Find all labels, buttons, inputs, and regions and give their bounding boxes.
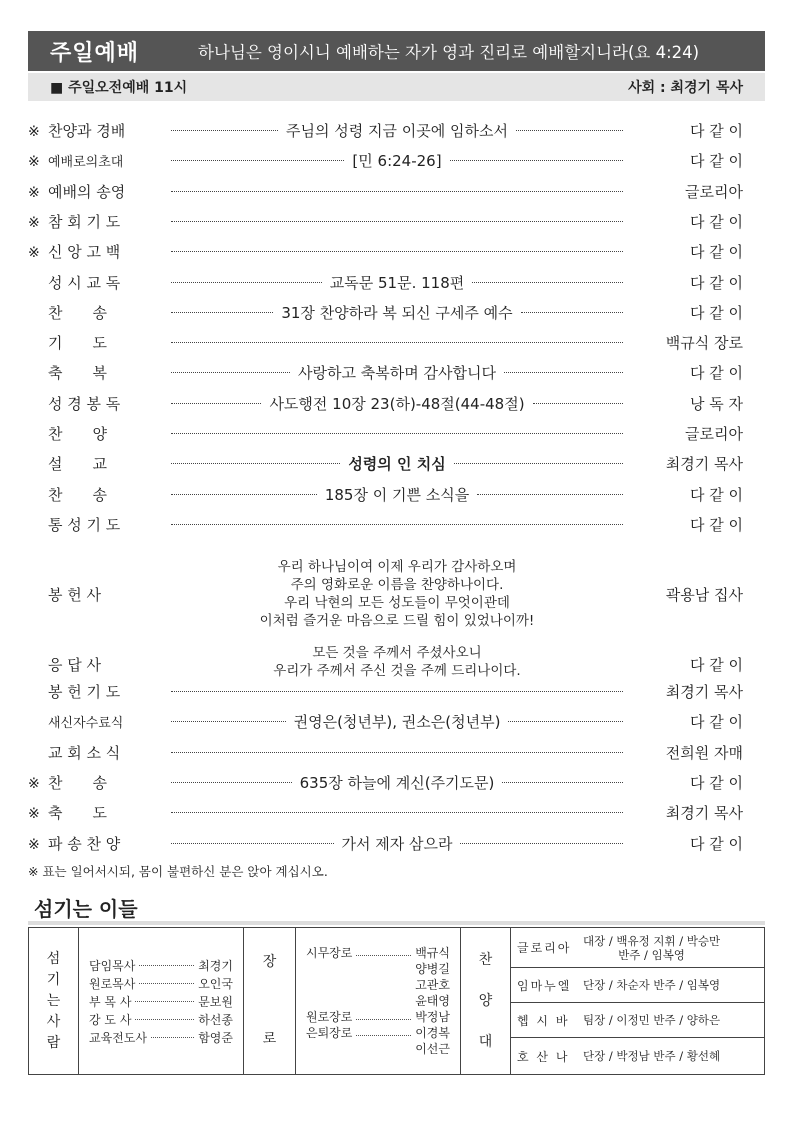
- item-leader-line: [171, 298, 623, 327]
- item-label: 새신자수료식: [48, 716, 124, 732]
- item-leader-line: [171, 116, 623, 145]
- item-label: ※ 찬 송: [28, 773, 107, 792]
- item-leader-line: [171, 707, 623, 736]
- item-leader: 최경기 목사: [665, 804, 743, 823]
- worship-item: [28, 480, 765, 509]
- item-leader: 다 같 이: [689, 773, 743, 792]
- choir-row: 글로리아 대장 / 백유정 지휘 / 박승만 반주 / 임복영: [511, 928, 764, 968]
- item-leader: 다 같 이: [689, 834, 743, 853]
- elders-label: 장 로: [244, 928, 296, 1075]
- worship-item: [28, 358, 765, 387]
- item-label: ※ 파 송 찬 양: [28, 834, 121, 853]
- item-leader: 다 같 이: [689, 485, 743, 504]
- item-leader-line: [171, 237, 623, 266]
- servers-table: [28, 927, 765, 1075]
- worship-item: [28, 268, 765, 297]
- item-leader: 낭 독 자: [689, 394, 743, 413]
- item-leader: 최경기 목사: [665, 683, 743, 701]
- item-label: 성 경 봉 독: [48, 394, 121, 413]
- item-leader-line: [171, 177, 623, 206]
- item-leader-line: [171, 146, 623, 175]
- choir-row: 호 산 나 단장 / 박정남 반주 / 황선혜: [517, 1049, 721, 1064]
- item-label: 성 시 교 독: [48, 273, 121, 292]
- standing-mark: ※: [28, 836, 40, 853]
- item-leader-line: [171, 798, 623, 827]
- item-leader-line: [171, 768, 623, 797]
- worship-item: [28, 177, 765, 206]
- item-content: 교독문 51문. 118편: [329, 273, 465, 292]
- item-leader-line: [171, 829, 623, 858]
- item-label: 봉 헌 기 도: [48, 683, 121, 701]
- item-leader: 전희원 자매: [665, 743, 743, 762]
- item-leader: 다 같 이: [689, 152, 743, 171]
- staff-list: [79, 928, 244, 1075]
- standing-mark: ※: [28, 214, 40, 231]
- worship-item: [28, 237, 765, 266]
- item-label: ※ 예배로의초대: [28, 154, 124, 171]
- worship-item: [28, 677, 765, 706]
- item-leader: 다 같 이: [689, 303, 743, 322]
- item-label: 찬 송: [48, 303, 107, 322]
- staff-row: 강 도 사 하선종: [89, 1012, 233, 1027]
- choir-row: 임마누엘 단장 / 차순자 반주 / 임복영: [511, 968, 764, 1003]
- item-leader: 다 같 이: [689, 515, 743, 534]
- item-leader-line: [171, 738, 623, 767]
- worship-item: [28, 738, 765, 767]
- servers-label: 섬 기 는 사 람: [29, 928, 79, 1075]
- standing-note: ※ 표는 일어서시되, 몸이 불편하신 분은 앉아 계십시오.: [28, 864, 328, 879]
- worship-item: [28, 798, 765, 827]
- item-content: [민 6:24-26]: [352, 152, 442, 171]
- worship-item: [28, 449, 765, 478]
- worship-title: 주일예배: [50, 40, 140, 66]
- item-leader-line: [171, 480, 623, 509]
- item-label: ※ 신 앙 고 백: [28, 243, 121, 262]
- item-content: 635장 하늘에 계신(주기도문): [299, 773, 495, 792]
- prayer-text: 우리 하나님이여 이제 우리가 감사하오며 주의 영화로운 이름을 찬양하나이다. 우리 낙현의 모든 성도들이 무엇이관데 이처럼 즐거운 마음으로 드릴 힘이 있었나이까!: [259, 559, 535, 629]
- service-time: ■ 주일오전예배 11시: [50, 80, 188, 96]
- choir-row: 헵 시 바 팀장 / 이정민 반주 / 양하은: [511, 1003, 764, 1038]
- item-leader-line: [171, 449, 623, 478]
- item-leader-line: [171, 268, 623, 297]
- staff-row: 원로목사 오인국: [89, 976, 233, 991]
- worship-item: [28, 328, 765, 357]
- worship-item: [28, 146, 765, 175]
- item-label: 설 교: [48, 455, 107, 474]
- item-leader: 글로리아: [685, 425, 743, 443]
- item-leader: 최경기 목사: [665, 455, 743, 474]
- item-content: 주님의 성령 지금 이곳에 임하소서: [286, 122, 508, 140]
- item-label: 찬 송: [48, 485, 107, 504]
- standing-mark: ※: [28, 806, 40, 823]
- item-leader-line: [171, 419, 623, 448]
- item-leader: 다 같 이: [689, 212, 743, 231]
- item-leader: 다 같 이: [689, 273, 743, 292]
- choir-label: 찬 양 대: [461, 928, 511, 1075]
- item-label: 기 도: [48, 334, 107, 353]
- standing-mark: ※: [28, 775, 40, 792]
- item-content: 185장 이 기쁜 소식을: [324, 485, 470, 504]
- item-label: 찬 양: [48, 425, 107, 443]
- staff-row: 교육전도사 함영준: [89, 1030, 233, 1045]
- standing-mark: ※: [28, 245, 40, 262]
- item-label: ※ 예배의 송영: [28, 182, 126, 201]
- staff-row: 부 목 사 문보원: [89, 994, 233, 1009]
- worship-header: [28, 31, 765, 71]
- worship-item: [28, 419, 765, 448]
- worship-item: [28, 207, 765, 236]
- worship-item: [28, 116, 765, 145]
- worship-item: [28, 389, 765, 418]
- header-verse: 하나님은 영이시니 예배하는 자가 영과 진리로 예배할지니라(요 4:24): [198, 43, 700, 62]
- item-label: ※ 참 회 기 도: [28, 212, 121, 231]
- item-leader: 다 같 이: [689, 656, 743, 674]
- item-leader: 백규식 장로: [665, 334, 743, 353]
- item-leader-line: [171, 677, 623, 706]
- worship-item: [28, 298, 765, 327]
- item-label: 통 성 기 도: [48, 515, 121, 534]
- presider: 사회 : 최경기 목사: [628, 80, 743, 96]
- item-label: 봉 헌 사: [48, 586, 102, 604]
- item-label: 교 회 소 식: [48, 743, 121, 762]
- standing-mark: ※: [28, 124, 40, 140]
- item-label: ※ 축 도: [28, 804, 107, 823]
- section-divider: [28, 921, 765, 925]
- standing-mark: ※: [28, 154, 40, 171]
- elders-list: 시무장로 백규식 양병길 고관호 윤태영 원로장로 박정남 은퇴장로 이경복 이선근: [296, 928, 461, 1075]
- item-label: 응 답 사: [48, 656, 102, 674]
- item-label: ※ 찬양과 경배: [28, 122, 126, 140]
- prayer-text: 모든 것을 주께서 주셨사오니 우리가 주께서 주신 것을 주께 드리나이다.: [273, 645, 521, 679]
- item-content: 권영은(청년부), 권소은(청년부): [293, 713, 501, 732]
- item-leader-line: [171, 358, 623, 387]
- item-leader: 다 같 이: [689, 713, 743, 732]
- service-subheader: [28, 73, 765, 101]
- item-leader-line: [171, 207, 623, 236]
- item-leader: 글로리아: [685, 182, 743, 201]
- standing-mark: ※: [28, 184, 40, 201]
- item-leader-line: [171, 510, 623, 539]
- worship-item: [28, 768, 765, 797]
- worship-item: [28, 510, 765, 539]
- item-leader-line: [171, 389, 623, 418]
- staff-row: 담임목사 최경기: [89, 958, 233, 973]
- worship-item: [28, 829, 765, 858]
- item-leader: 다 같 이: [689, 122, 743, 140]
- item-content: 31장 찬양하라 복 되신 구세주 예수: [281, 303, 513, 322]
- item-leader: 곽용남 집사: [665, 586, 743, 604]
- worship-item: [28, 707, 765, 736]
- section-title: 섬기는 이들: [34, 897, 138, 921]
- item-leader-line: [171, 328, 623, 357]
- item-leader: 다 같 이: [689, 364, 743, 383]
- item-content: 가서 제자 삼으라: [341, 834, 453, 853]
- item-leader: 다 같 이: [689, 243, 743, 262]
- item-content: 사랑하고 축복하며 감사합니다: [298, 364, 496, 383]
- item-content: 성령의 인 치심: [348, 455, 446, 474]
- item-content: 사도행전 10장 23(하)-48절(44-48절): [269, 394, 525, 413]
- item-label: 축 복: [48, 364, 107, 383]
- choir-list: [511, 928, 765, 1075]
